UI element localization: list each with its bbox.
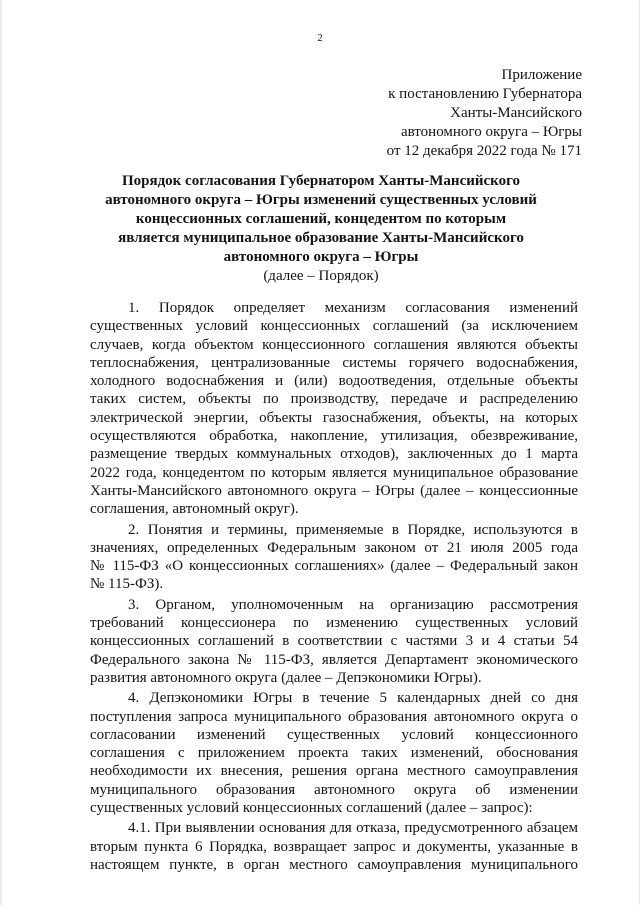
text-line: 2022 года, концедентом по которым является муниципальное образование: [90, 464, 578, 481]
text-line: необходимости их внесения, решения органа местного самоуправления: [90, 763, 578, 780]
paragraph-2: [90, 521, 578, 594]
text-line: существенных условий концессионных соглашений (за исключением: [90, 318, 578, 335]
text-line: 4.1. При выявлении основания для отказа, предусмотренного абзацем: [128, 820, 578, 837]
title-line: автономного округа – Югры: [223, 249, 419, 265]
title-subtitle: (далее – Порядок): [263, 268, 379, 284]
text-line: требований концессионера по изменению существенных условий: [90, 615, 578, 632]
text-line: концессионных соглашений в соответствии с частями 3 и 4 статьи 54: [90, 633, 578, 650]
appendix-line: Приложение: [501, 67, 582, 83]
appendix-header: [387, 66, 582, 161]
text-line: холодного водоснабжения и (или) водоотведения, отдельные объекты: [90, 373, 578, 390]
paragraph-1: [90, 299, 578, 519]
title-line: является муниципальное образование Ханты-Мансийского: [118, 230, 524, 246]
appendix-line: к постановлению Губернатора: [388, 86, 582, 102]
appendix-line: Ханты-Мансийского: [450, 105, 582, 121]
text-line: муниципального образования автономного округа об изменении: [90, 781, 578, 798]
paragraph-3: [90, 596, 578, 687]
text-line: Федерального закона № 115-ФЗ, является Департамент экономического: [90, 651, 578, 668]
text-line: теплоснабжения, централизованные системы горячего водоснабжения,: [90, 354, 578, 371]
text-line: настоящем пункте, в орган местного самоуправления муниципального: [90, 856, 578, 873]
text-line: Ханты-Мансийского автономного округа – Югры (далее – концессионные: [90, 482, 578, 499]
text-line: № 115-ФЗ «О концессионных соглашениях» (далее – Федеральный закон: [90, 558, 578, 575]
document-title: [60, 172, 582, 286]
text-line: значениях, определенных Федеральным законом от 21 июля 2005 года: [90, 539, 578, 556]
text-line: размещение твердых коммунальных отходов), заключенных до 1 марта: [90, 446, 578, 463]
title-line: автономного округа – Югры изменений существенных условий: [105, 192, 537, 208]
text-line: 2. Понятия и термины, применяемые в Порядке, используются в: [128, 521, 578, 538]
text-line: случаев, когда объектом концессионного соглашения являются объекты: [90, 336, 578, 353]
text-line: согласовании изменений существенных условий концессионного: [90, 726, 578, 743]
text-line: соглашения, автономный округ).: [90, 501, 299, 518]
paragraph-4: [90, 689, 578, 817]
text-line: таких систем, объекты по производству, передаче и распределению: [90, 391, 578, 408]
text-line: осуществляются обработка, накопление, утилизация, обезвреживание,: [90, 428, 578, 445]
title-line: концессионных соглашений, концедентом по которым: [135, 211, 507, 227]
text-line: № 115-ФЗ).: [90, 576, 164, 593]
text-line: 1. Порядок определяет механизм согласования изменений: [128, 300, 578, 316]
scan-edge-left: [0, 0, 3, 905]
text-line: 3. Органом, уполномоченным на организацию рассмотрения: [128, 596, 578, 613]
text-line: существенных условий концессионных соглашений (далее – запрос):: [90, 800, 533, 817]
text-line: поступления запроса муниципального образования автономного округа о: [90, 708, 578, 725]
text-line: вторым пункта 6 Порядка, возвращает запрос и документы, указанные в: [90, 838, 578, 855]
text-line: 4. Депэкономики Югры в течение 5 календарных дней со дня: [128, 690, 578, 707]
text-line: развития автономного округа (далее – Депэкономики Югры).: [90, 669, 482, 686]
text-line: соглашения с приложением проекта таких изменений, обоснования: [90, 745, 578, 762]
document-body: [90, 299, 578, 874]
text-line: электрической энергии, объекты газоснабжения, объекты, на которых: [90, 409, 578, 426]
title-line: Порядок согласования Губернатором Ханты-Мансийского: [121, 173, 521, 189]
paragraph-4-1: [90, 819, 578, 874]
appendix-line: автономного округа – Югры: [400, 124, 582, 140]
page-number: 2: [317, 32, 323, 44]
appendix-line: от 12 декабря 2022 года № 171: [386, 143, 582, 159]
